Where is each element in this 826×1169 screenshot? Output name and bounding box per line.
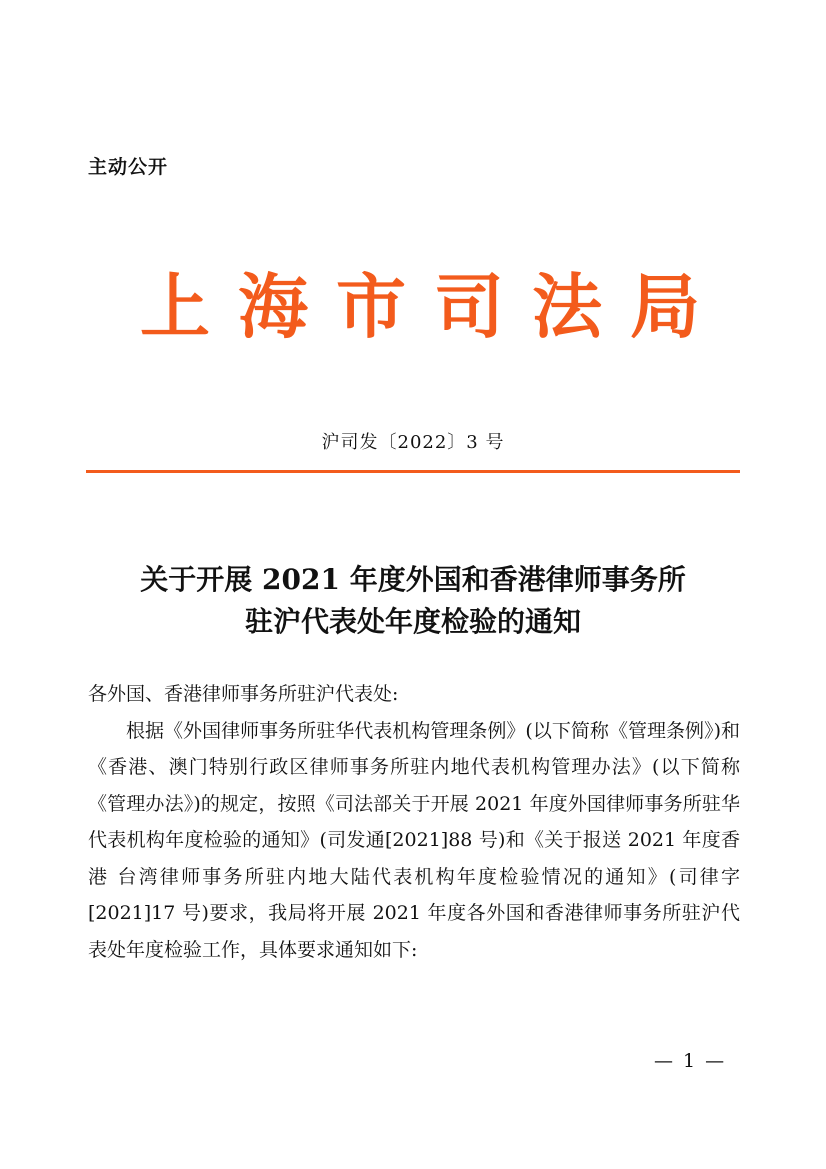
agency-char: 海 [238, 265, 308, 348]
agency-char: 局 [630, 265, 700, 348]
agency-char: 司 [434, 265, 504, 348]
agency-char: 上 [140, 265, 210, 348]
body-paragraph: 根据《外国律师事务所驻华代表机构管理条例》(以下简称《管理条例》)和《香港、澳门特别行政区律师事务所驻内地代表机构管理办法》(以下简称《管理办法》)的规定，按照《司法部关于开展 2021 年度外国律师事务所驻华代表机构年度检验的通知》(司发通[2021]88 号)和《关于报送 2021 年度香港 台湾律师事务所驻内地大陆代表机构年度检验情况的通知》(司律字[2021]17 号)要求，我局将开展 2021 年度各外国和香港律师事务所驻沪代表处年度检验工作，具体要求通知如下: [88, 719, 740, 961]
header-divider [86, 470, 740, 473]
salutation: 各外国、香港律师事务所驻沪代表处: [88, 683, 399, 705]
agency-header [140, 265, 700, 348]
disclosure-label: 主动公开 [88, 156, 169, 178]
title-line-2: 驻沪代表处年度检验的通知 [244, 605, 581, 638]
title-line-1: 关于开展 2021 年度外国和香港律师事务所 [140, 563, 686, 596]
document-body [88, 676, 740, 968]
page-number: — 1 — [654, 1050, 727, 1072]
agency-char: 市 [336, 265, 406, 348]
document-number: 沪司发〔2022〕3 号 [321, 432, 505, 453]
document-title [0, 559, 826, 643]
agency-char: 法 [532, 265, 602, 348]
